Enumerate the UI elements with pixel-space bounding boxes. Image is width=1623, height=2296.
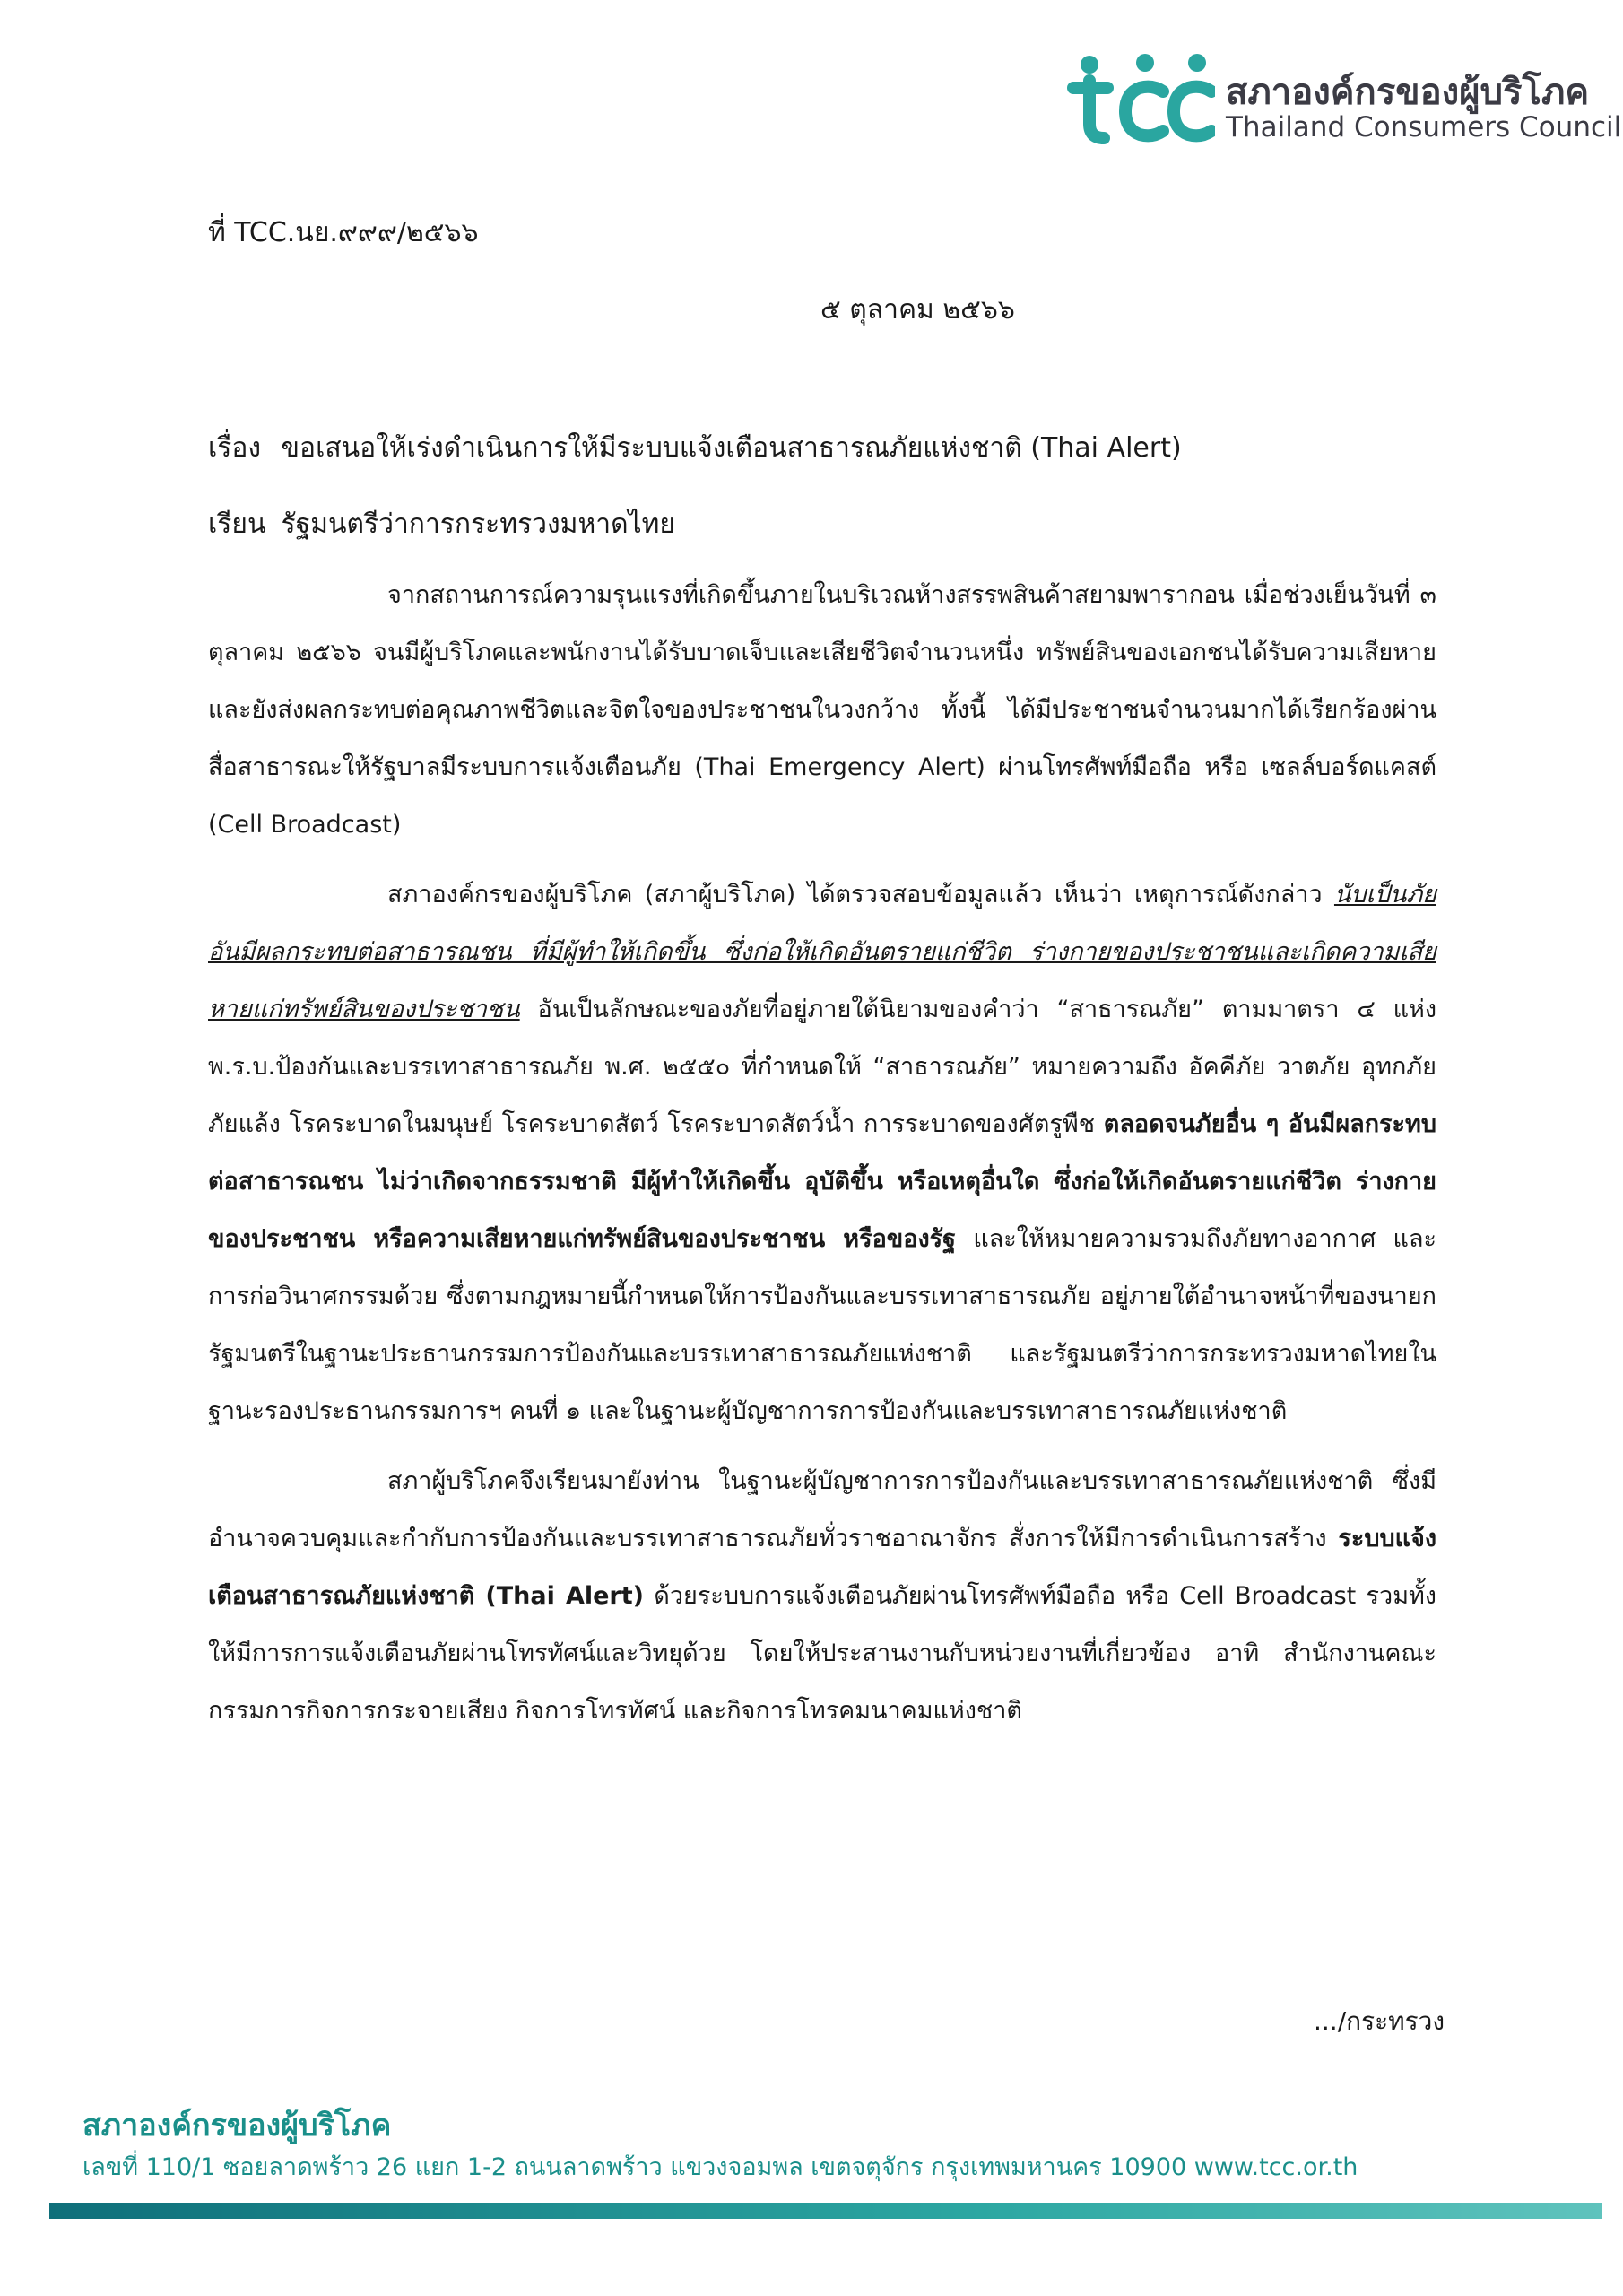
paragraph-3-closing: ด้วยระบบการแจ้งเตือนภัยผ่านโทรศัพท์มือถือ หรือ Cell Broadcast รวมทั้งให้มีการการแจ้งเตือนภัยผ่านโทรทัศน์และวิทยุด้วย โดยให้ประสานงานกับหน่วยงานที่เกี่ยวข้อง อาทิ สำนักงานคณะกรรมการกิจการกระจายเสียง กิจการโทรทัศน์ และกิจการโทรคมนาคมแห่งชาติ [208,1582,1436,1725]
recipient-line [208,503,675,545]
recipient-label: เรียน [208,509,266,540]
paragraph-3 [208,1453,1436,1740]
subject-text: ขอเสนอให้เร่งดำเนินการให้มีระบบแจ้งเตือนสาธารณภัยแห่งชาติ (Thai Alert) [281,432,1182,464]
footer-divider-bar [49,2203,1602,2219]
organization-logo [1063,52,1622,151]
paragraph-3-bold: ระบบแจ้งเตือนสาธารณภัยแห่งชาติ (Thai Alert) [208,1525,1436,1610]
letter-body [208,567,1436,1752]
reference-number: ที่ TCC.นย.๙๙๙/๒๕๖๖ [208,217,479,248]
paragraph-2-definition: อันเป็นลักษณะของภัยที่อยู่ภายใต้นิยามของคำว่า “สาธารณภัย” ตามมาตรา ๔ แห่ง พ.ร.บ.ป้องกันและบรรเทาสาธารณภัย พ.ศ. ๒๕๕๐ ที่กำหนดให้ “สาธารณภัย” หมายความถึง อัคคีภัย วาตภัย อุทกภัย ภัยแล้ง โรคระบาดในมนุษย์ โรคระบาดสัตว์ โรคระบาดสัตว์น้ำ การระบาดของศัตรูพืช [208,996,1436,1138]
paragraph-3-intro: สภาผู้บริโภคจึงเรียนมายังท่าน ในฐานะผู้บัญชาการการป้องกันและบรรเทาสาธารณภัยแห่งชาติ ซึ่งมีอำนาจควบคุมและกำกับการป้องกันและบรรเทาสาธารณภัยทั่วราชอาณาจักร สั่งการให้มีการดำเนินการสร้าง [208,1467,1436,1552]
logo-title-english: Thailand Consumers Council [1226,111,1622,144]
logo-title-thai: สภาองค์กรของผู้บริโภค [1226,72,1590,113]
footer-organization: สภาองค์กรของผู้บริโภค [82,2108,392,2144]
continued-marker: .../กระทรวง [1314,2006,1445,2036]
paragraph-2-intro: สภาองค์กรของผู้บริโภค (สภาผู้บริโภค) ได้ตรวจสอบข้อมูลแล้ว เห็นว่า เหตุการณ์ดังกล่าว [387,881,1323,909]
letter-date: ๕ ตุลาคม ๒๕๖๖ [820,294,1015,326]
tcc-logo-icon [1063,52,1215,151]
paragraph-2 [208,866,1436,1440]
paragraph-1: จากสถานการณ์ความรุนแรงที่เกิดขึ้นภายในบริเวณห้างสรรพสินค้าสยามพารากอน เมื่อช่วงเย็นวันที่ ๓ ตุลาคม ๒๕๖๖ จนมีผู้บริโภคและพนักงานได้รับบาดเจ็บและเสียชีวิตจำนวนหนึ่ง ทรัพย์สินของเอกชนได้รับความเสียหาย และยังส่งผลกระทบต่อคุณภาพชีวิตและจิตใจของประชาชนในวงกว้าง ทั้งนี้ ได้มีประชาชนจำนวนมากได้เรียกร้องผ่านสื่อสาธารณะให้รัฐบาลมีระบบการแจ้งเตือนภัย (Thai Emergency Alert) ผ่านโทรศัพท์มือถือ หรือ เซลล์บอร์ดแคสต์ (Cell Broadcast) [208,581,1436,839]
subject-label: เรื่อง [208,432,262,464]
recipient-text: รัฐมนตรีว่าการกระทรวงมหาดไทย [281,509,675,540]
paragraph-2-underlined: นับเป็นภัยอันมีผลกระทบต่อสาธารณชน ที่มีผู้ทำให้เกิดขึ้น ซึ่งก่อให้เกิดอันตรายแก่ชีวิต ร่างกายของประชาชนและเกิดความเสียหายแก่ทรัพย์สินของประชาชน [208,881,1436,1023]
footer-address: เลขที่ 110/1 ซอยลาดพร้าว 26 แยก 1-2 ถนนลาดพร้าว แขวงจอมพล เขตจตุจักร กรุงเทพมหานคร 10900 www.tcc.or.th [82,2153,1358,2181]
paragraph-2-bold: ตลอดจนภัยอื่น ๆ อันมีผลกระทบต่อสาธารณชน ไม่ว่าเกิดจากธรรมชาติ มีผู้ทำให้เกิดขึ้น อุบัติขึ้น หรือเหตุอื่นใด ซึ่งก่อให้เกิดอันตรายแก่ชีวิต ร่างกายของประชาชน หรือความเสียหายแก่ทรัพย์สินของประชาชน หรือของรัฐ [208,1110,1436,1253]
paragraph-2-closing: และให้หมายความรวมถึงภัยทางอากาศ และการก่อวินาศกรรมด้วย ซึ่งตามกฎหมายนี้กำหนดให้การป้องกันและบรรเทาสาธารณภัย อยู่ภายใต้อำนาจหน้าที่ของนายกรัฐมนตรีในฐานะประธานกรรมการป้องกันและบรรเทาสาธารณภัยแห่งชาติ และรัฐมนตรีว่าการกระทรวงมหาดไทยในฐานะรองประธานกรรมการฯ คนที่ ๑ และในฐานะผู้บัญชาการการป้องกันและบรรเทาสาธารณภัยแห่งชาติ [208,1225,1436,1425]
subject-line [208,427,1182,469]
